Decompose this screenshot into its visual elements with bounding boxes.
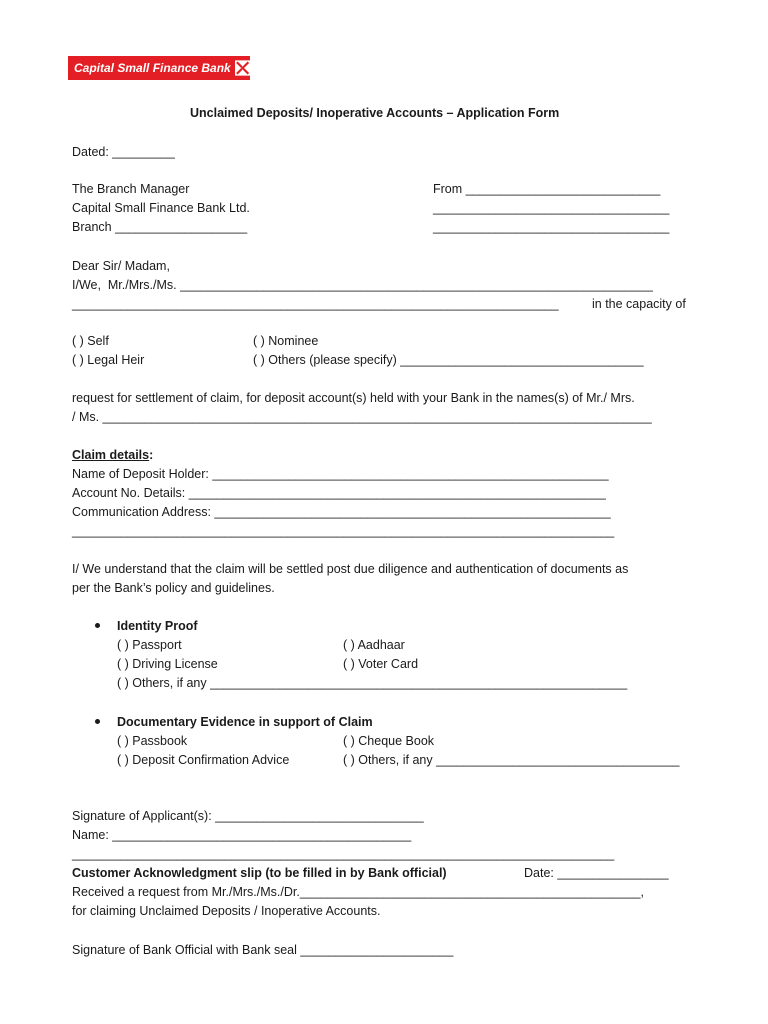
option-aadhaar[interactable]: ( ) Aadhaar xyxy=(343,638,405,652)
understanding-text-1: I/ We understand that the claim will be settled post due diligence and authentication of documents as xyxy=(72,562,629,576)
option-passport[interactable]: ( ) Passport xyxy=(117,638,182,652)
communication-address-field[interactable]: Communication Address: _________________________________________________________ xyxy=(72,505,611,519)
bank-logo xyxy=(68,56,250,80)
to-line-2: Capital Small Finance Bank Ltd. xyxy=(72,201,250,215)
option-cheque-book[interactable]: ( ) Cheque Book xyxy=(343,734,435,748)
branch-field[interactable]: Branch ___________________ xyxy=(72,220,248,234)
form-title: Unclaimed Deposits/ Inoperative Accounts – Application Form xyxy=(190,106,560,120)
option-deposit-confirmation-advice[interactable]: ( ) Deposit Confirmation Advice xyxy=(117,753,290,767)
claim-details-heading xyxy=(72,447,153,463)
bank-logo-text: Capital Small Finance Bank xyxy=(74,61,231,75)
communication-address-field-cont[interactable]: ______________________________________________________________________________ xyxy=(72,524,615,538)
deposit-holder-name-field[interactable]: Name of Deposit Holder: _________________________________________________________ xyxy=(72,467,609,481)
identity-proof-heading: Identity Proof xyxy=(117,619,198,633)
option-nominee[interactable]: ( ) Nominee xyxy=(253,334,319,348)
understanding-text-2: per the Bank’s policy and guidelines. xyxy=(72,581,275,595)
option-legal-heir[interactable]: ( ) Legal Heir xyxy=(72,353,145,367)
applicant-name-field-cont[interactable]: ______________________________________________________________________ xyxy=(72,297,559,311)
bank-official-signature-field[interactable]: Signature of Bank Official with Bank seal ______________________ xyxy=(72,943,454,957)
option-driving-license[interactable]: ( ) Driving License xyxy=(117,657,218,671)
claim-details-colon: : xyxy=(149,448,154,462)
name-field[interactable]: Name: ___________________________________________ xyxy=(72,828,412,842)
documentary-evidence-heading: Documentary Evidence in support of Claim xyxy=(117,715,373,729)
bullet-icon xyxy=(95,719,100,724)
bank-emblem-icon xyxy=(235,60,250,76)
applicant-signature-field[interactable]: Signature of Applicant(s): ______________________________ xyxy=(72,809,424,823)
from-field-1[interactable]: From ____________________________ xyxy=(433,182,661,196)
option-documentary-others[interactable]: ( ) Others, if any ___________________________________ xyxy=(343,753,680,767)
applicant-name-field[interactable]: I/We, Mr./Mrs./Ms. ____________________________________________________________________ xyxy=(72,278,653,292)
capacity-label: in the capacity of xyxy=(592,297,686,311)
for-claiming-text: for claiming Unclaimed Deposits / Inoperative Accounts. xyxy=(72,904,381,918)
dated-field[interactable]: Dated: _________ xyxy=(72,145,175,159)
option-identity-others[interactable]: ( ) Others, if any ____________________________________________________________ xyxy=(117,676,628,690)
acknowledgment-heading: Customer Acknowledgment slip (to be filled in by Bank official) xyxy=(72,866,447,880)
option-self[interactable]: ( ) Self xyxy=(72,334,109,348)
from-field-2[interactable]: __________________________________ xyxy=(433,201,670,215)
option-others[interactable]: ( ) Others (please specify) ___________________________________ xyxy=(253,353,644,367)
account-holder-names-field[interactable]: / Ms. _______________________________________________________________________________ xyxy=(72,410,652,424)
option-voter-card[interactable]: ( ) Voter Card xyxy=(343,657,419,671)
account-number-field[interactable]: Account No. Details: ____________________________________________________________ xyxy=(72,486,606,500)
to-line-1: The Branch Manager xyxy=(72,182,190,196)
received-from-field[interactable]: Received a request from Mr./Mrs./Ms./Dr._________________________________________________, xyxy=(72,885,644,899)
request-text: request for settlement of claim, for deposit account(s) held with your Bank in the names(s) of Mr./ Mrs. xyxy=(72,391,635,405)
separator-line: ______________________________________________________________________________ xyxy=(72,847,615,861)
ack-date-field[interactable]: Date: ________________ xyxy=(524,866,669,880)
bullet-icon xyxy=(95,623,100,628)
option-passbook[interactable]: ( ) Passbook xyxy=(117,734,188,748)
salutation: Dear Sir/ Madam, xyxy=(72,259,170,273)
from-field-3[interactable]: __________________________________ xyxy=(433,220,670,234)
claim-details-heading-text: Claim details xyxy=(72,448,150,462)
